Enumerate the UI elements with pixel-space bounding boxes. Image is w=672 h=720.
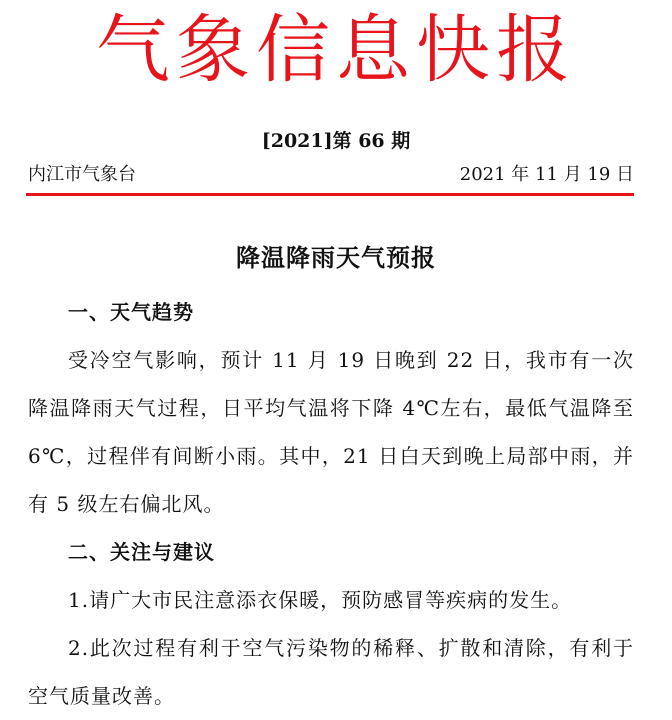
- issue-number: [2021]第 66 期: [261, 130, 411, 152]
- publisher-name: 内江市气象台: [28, 164, 136, 185]
- document-body: [28, 288, 634, 720]
- masthead-title: 气象信息快报: [96, 7, 576, 93]
- section-heading-weather-trend: 一、天气趋势: [68, 300, 194, 324]
- advice-item-1: 1.请广大市民注意添衣保暖，预防感冒等疾病的发生。: [68, 588, 573, 612]
- header-divider: [26, 193, 634, 196]
- advice-item-2: 2.此次过程有利于空气污染物的稀释、扩散和清除，有利于空气质量改善。: [28, 636, 634, 708]
- weather-trend-paragraph: 受冷空气影响，预计 11 月 19 日晚到 22 日，我市有一次降温降雨天气过程，日平均气温将下降 4℃左右，最低气温降至 6℃，过程伴有间断小雨。其中，21 日白天到晚上局部中雨，并有 5 级左右偏北风。: [28, 348, 634, 516]
- section-heading-advice: 二、关注与建议: [68, 540, 215, 564]
- document-title: 降温降雨天气预报: [236, 243, 436, 272]
- publish-date: 2021 年 11 月 19 日: [459, 164, 634, 185]
